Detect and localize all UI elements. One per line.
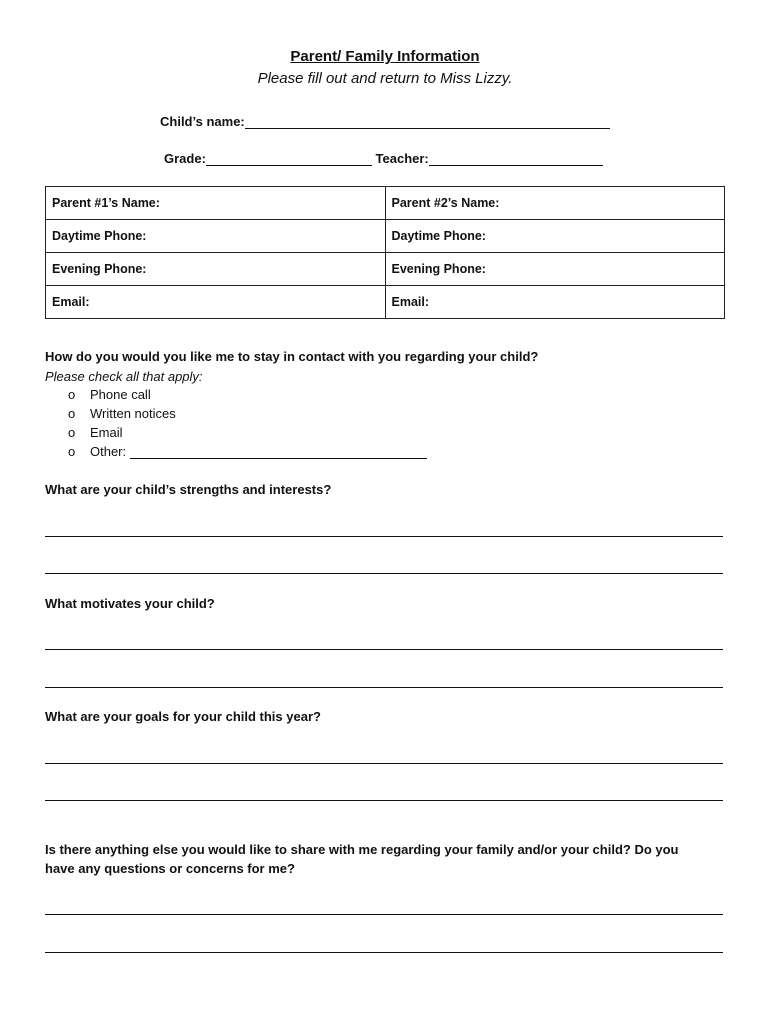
- strengths-answer-line-2[interactable]: [45, 573, 723, 574]
- contact-option-email[interactable]: [68, 425, 123, 440]
- goals-answer-line-2[interactable]: [45, 800, 723, 801]
- other-field[interactable]: [130, 446, 427, 459]
- contact-option-phone[interactable]: [68, 387, 151, 402]
- parents-table-row: [46, 286, 725, 319]
- parents-table-cell[interactable]: Email:: [46, 286, 386, 319]
- checkbox-circle-icon[interactable]: o: [68, 406, 76, 421]
- teacher-field[interactable]: [429, 151, 603, 166]
- parents-table-cell[interactable]: Evening Phone:: [385, 253, 725, 286]
- option-label: Other:: [90, 444, 127, 459]
- contact-option-written[interactable]: [68, 406, 176, 421]
- option-label: Written notices: [90, 406, 176, 421]
- anything-else-question-line-2: have any questions or concerns for me?: [45, 861, 295, 876]
- parents-info-table: [45, 186, 725, 319]
- contact-option-other[interactable]: [68, 444, 427, 459]
- childs-name-row: [160, 114, 610, 129]
- checkbox-circle-icon[interactable]: o: [68, 425, 76, 440]
- anything-else-question-line-1: Is there anything else you would like to share with me regarding your family and/or your child? Do you: [45, 842, 679, 857]
- option-label: Phone call: [90, 387, 151, 402]
- anything-else-answer-line-1[interactable]: [45, 914, 723, 915]
- parents-table-row: [46, 220, 725, 253]
- grade-label: Grade:: [164, 151, 206, 166]
- strengths-answer-line-1[interactable]: [45, 536, 723, 537]
- checkbox-circle-icon[interactable]: o: [68, 387, 76, 402]
- grade-teacher-row: [164, 151, 603, 166]
- parents-table-cell[interactable]: Parent #2’s Name:: [385, 187, 725, 220]
- childs-name-field[interactable]: [245, 114, 610, 129]
- grade-field[interactable]: [206, 151, 372, 166]
- option-label: Email: [90, 425, 123, 440]
- parents-table-cell[interactable]: Parent #1’s Name:: [46, 187, 386, 220]
- parents-table-cell[interactable]: Email:: [385, 286, 725, 319]
- childs-name-label: Child’s name:: [160, 114, 245, 129]
- parents-table-cell[interactable]: Daytime Phone:: [385, 220, 725, 253]
- form-subtitle: Please fill out and return to Miss Lizzy.: [257, 70, 513, 87]
- motivates-answer-line-2[interactable]: [45, 687, 723, 688]
- motivates-answer-line-1[interactable]: [45, 649, 723, 650]
- anything-else-answer-line-2[interactable]: [45, 952, 723, 953]
- goals-answer-line-1[interactable]: [45, 763, 723, 764]
- teacher-label: Teacher:: [375, 151, 429, 166]
- parents-table-cell[interactable]: Evening Phone:: [46, 253, 386, 286]
- checkbox-circle-icon[interactable]: o: [68, 444, 76, 459]
- contact-question: How do you would you like me to stay in contact with you regarding your child?: [45, 349, 539, 364]
- parents-table-cell[interactable]: Daytime Phone:: [46, 220, 386, 253]
- parents-table-row: [46, 187, 725, 220]
- motivates-question: What motivates your child?: [45, 596, 215, 611]
- contact-instruction: Please check all that apply:: [45, 369, 203, 384]
- form-title: Parent/ Family Information: [290, 48, 480, 65]
- strengths-question: What are your child’s strengths and interests?: [45, 482, 332, 497]
- parents-table-row: [46, 253, 725, 286]
- goals-question: What are your goals for your child this year?: [45, 709, 321, 724]
